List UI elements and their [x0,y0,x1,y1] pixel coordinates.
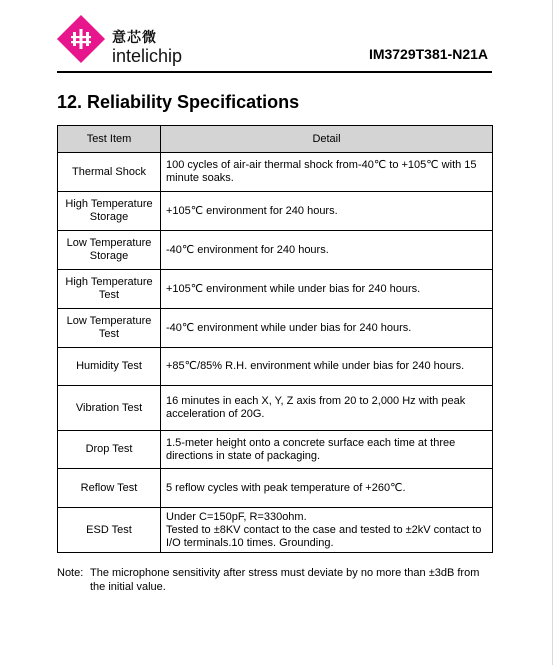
table-row [58,431,493,469]
detail-line: 1.5-meter height onto a concrete surface each time at three directions in state of packaging. [166,436,456,462]
column-header-detail: Detail [161,126,493,153]
test-item-line: Vibration Test [75,401,143,414]
model-number: IM3729T381-N21A [368,46,488,62]
page-edge-rule [552,0,553,665]
detail-line: +105℃ environment for 240 hours. [166,204,338,217]
detail-line: 100 cycles of air-air thermal shock from-40℃ to +105℃ with 15 minute soaks. [166,159,477,184]
test-item-cell [58,508,161,553]
detail-cell [161,309,493,348]
test-item-cell [58,431,161,469]
detail-line: 5 reflow cycles with peak temperature of +260℃. [166,481,406,494]
test-item-line: Low Temperature [66,315,152,327]
detail-cell [161,431,493,469]
test-item-line: Storage [89,211,129,223]
note-label: Note: [57,567,84,579]
detail-cell [161,469,493,508]
table-row [58,231,493,270]
detail-line: +85℃/85% R.H. environment while under bias for 240 hours. [166,360,465,372]
brand-name-chinese: 意芯微 [112,30,157,46]
test-item-cell [58,469,161,508]
test-item-cell [58,153,161,192]
test-item-line: Drop Test [85,443,133,455]
table-row [58,348,493,386]
detail-cell [161,231,493,270]
detail-cell [161,153,493,192]
note-text: The microphone sensitivity after stress must deviate by no more than ±3dB from the initial value. [90,567,480,593]
table-row [58,192,493,231]
reliability-table [57,125,493,553]
table-row [58,270,493,309]
test-item-cell [58,309,161,348]
test-item-line: Thermal Shock [72,165,146,178]
table-row [58,508,493,553]
test-item-line: Test [98,328,120,340]
detail-cell [161,348,493,386]
test-item-line: Storage [89,250,129,262]
table-row [58,386,493,431]
test-item-cell [58,192,161,231]
test-item-cell [58,348,161,386]
detail-cell [161,270,493,309]
detail-line: +105℃ environment while under bias for 240 hours. [166,282,421,295]
test-item-line: Test [98,289,120,301]
table-header-row [58,126,493,153]
footnote [57,566,497,594]
table-row [58,469,493,508]
detail-cell [161,386,493,431]
test-item-cell [58,386,161,431]
test-item-line: Low Temperature [66,237,152,249]
test-item-line: Humidity Test [76,360,142,372]
detail-cell [161,192,493,231]
detail-cell [161,508,493,553]
detail-line: Tested to ±8KV contact to the case and tested to ±2kV contact to I/O terminals.10 times. Grounding. [166,523,482,549]
detail-line: -40℃ environment while under bias for 240 hours. [166,321,412,334]
section-title: 12. Reliability Specifications [57,92,300,112]
test-item-line: High Temperature [65,276,153,288]
table-row [58,309,493,348]
test-item-cell [58,270,161,309]
test-item-line: High Temperature [65,198,153,210]
table-row [58,153,493,192]
intelichip-logo-icon [55,13,107,65]
test-item-line: ESD Test [86,523,132,536]
test-item-cell [58,231,161,270]
column-header-test-item: Test Item [58,126,161,153]
test-item-line: Reflow Test [80,481,138,494]
detail-line: 16 minutes in each X, Y, Z axis from 20 to 2,000 Hz with peak acceleration of 20G. [166,395,466,420]
detail-line: -40℃ environment for 240 hours. [166,243,329,256]
brand-name: intelichip [112,46,183,66]
detail-line: Under C=150pF, R=330ohm. [166,510,307,523]
header-divider [57,71,492,73]
